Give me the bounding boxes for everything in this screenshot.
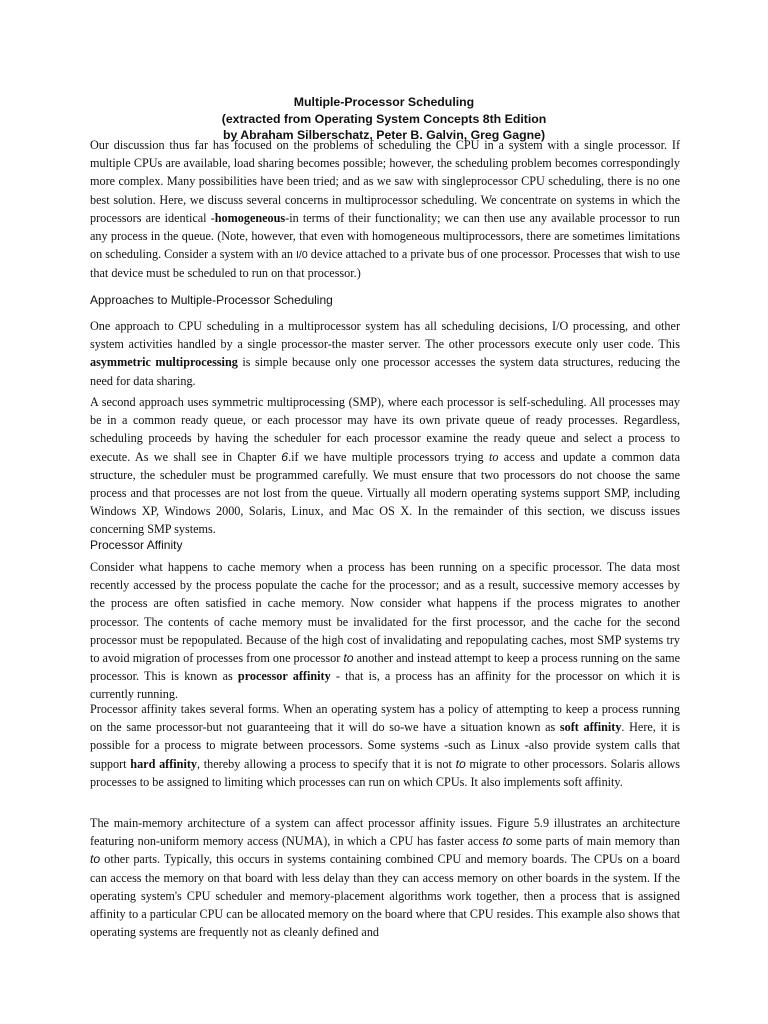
intro-paragraph: Our discussion thus far has focused on the problems of scheduling the CPU in a system with a single processor. If multiple CPUs are available, load sharing becomes possible; however, the scheduling problem becomes correspondingly more complex. Many possibilities have been tried; and as we saw with singleprocessor CPU scheduling, there is no one best solution. Here, we discuss several concerns in multiprocessor scheduling. We concentrate on systems in which the processors are identical -homogeneous-in terms of their functionality; we can then use any available processor to run any process in the queue. (Note, however, that even with homogeneous multiprocessors, there are sometimes limitations on scheduling. Consider a system with an I/0 device attached to a private bus of one processor. Processes that wish to use that device must be scheduled to run on that processor.): [90, 138, 681, 281]
io-term: I/0: [296, 249, 308, 262]
italic-term: to: [502, 834, 513, 849]
affinity-paragraph-3: The main-memory architecture of a system can affect processor affinity issues. Figure 5.9 illustrates an architecture featuring non-uniform memory access (NUMA), in which a CPU has faster access to some parts of main memory than to other parts. Typically, this occurs in systems containing combined CPU and memory boards. The CPUs on a board can access the memory on that board with less delay than they can access memory on other boards in the system. If the operating system's CPU scheduler and memory-placement algorithms work together, then a process that is assigned affinity to a particular CPU can be allocated memory on the board where that CPU resides. This example also shows that operating systems are frequently not as cleanly defined and: [90, 816, 680, 940]
italic-term: to: [343, 651, 354, 666]
affinity-paragraph-1: Consider what happens to cache memory when a process has been running on a specific processor. The data most recently accessed by the process populate the cache for the processor; and as a result, successive memory accesses by the process are often satisfied in cache memory. Now consider what happens if the process migrates to another processor. The contents of cache memory must be invalidated for the first processor, and the cache for the second processor must be repopulated. Because of the high cost of invalidating and repopulating caches, most SMP systems try to avoid migration of processes from one processor to another and instead attempt to keep a process running on the same processor. This is known as processor affinity - that is, a process has an affinity for the processor on which it is currently running.: [90, 560, 681, 702]
approaches-paragraph-2: A second approach uses symmetric multiprocessing (SMP), where each processor is self-scheduling. All processes may be in a common ready queue, or each processor may have its own private queue of ready processes. Regardless, scheduling proceeds by having the scheduler for each processor examine the ready queue and select a process to execute. As we shall see in Chapter 6.if we have multiple processors trying to access and update a common data structure, the scheduler must be programmed carefully. We must ensure that two processors do not choose the same process and that processes are not lost from the queue. Virtually all modern operating systems support SMP, including Windows XP, Windows 2000, Solaris, Linux, and Mac OS X. In the remainder of this section, we discuss issues concerning SMP systems.: [90, 395, 680, 537]
affinity-paragraph-2: Processor affinity takes several forms. When an operating system has a policy of attempting to keep a process running on the same processor-but not guaranteeing that it will do so-we have a situation known as soft affinity. Here, it is possible for a process to migrate between processors. Some systems -such as Linux -also provide system calls that support hard affinity, thereby allowing a process to specify that it is not to migrate to other processors. Solaris allows processes to be assigned to limiting which processes can run on which CPUs. It also implements soft affinity.: [90, 702, 680, 789]
italic-term: to: [488, 449, 499, 464]
authors-line: by Abraham Silberschatz, Peter B. Galvin, Greg Gagne): [222, 128, 546, 142]
italic-term: to: [90, 852, 101, 867]
italic-term: to: [455, 756, 466, 771]
subtitle-line: (extracted from Operating System Concepts 8th Edition: [221, 111, 547, 126]
bold-term: processor affinity: [237, 669, 331, 684]
bold-term: hard affinity: [130, 756, 197, 771]
section-heading-approaches: Approaches to Multiple-Processor Scheduling: [90, 293, 333, 307]
section-heading-affinity: Processor Affinity: [90, 538, 183, 552]
bold-term: homogeneous: [214, 210, 286, 225]
bold-term: soft affinity: [559, 720, 622, 735]
approaches-paragraph-1: One approach to CPU scheduling in a multiprocessor system has all scheduling decisions, I/O processing, and other system activities handled by a single processor-the master server. The other processors execute only user code. This asymmetric multiprocessing is simple because only one processor accesses the system data structures, reducing the need for data sharing.: [90, 319, 680, 388]
italic-term: 6: [281, 449, 289, 464]
title-line: Multiple-Processor Scheduling: [293, 95, 475, 109]
bold-term: asymmetric multiprocessing: [90, 355, 238, 370]
